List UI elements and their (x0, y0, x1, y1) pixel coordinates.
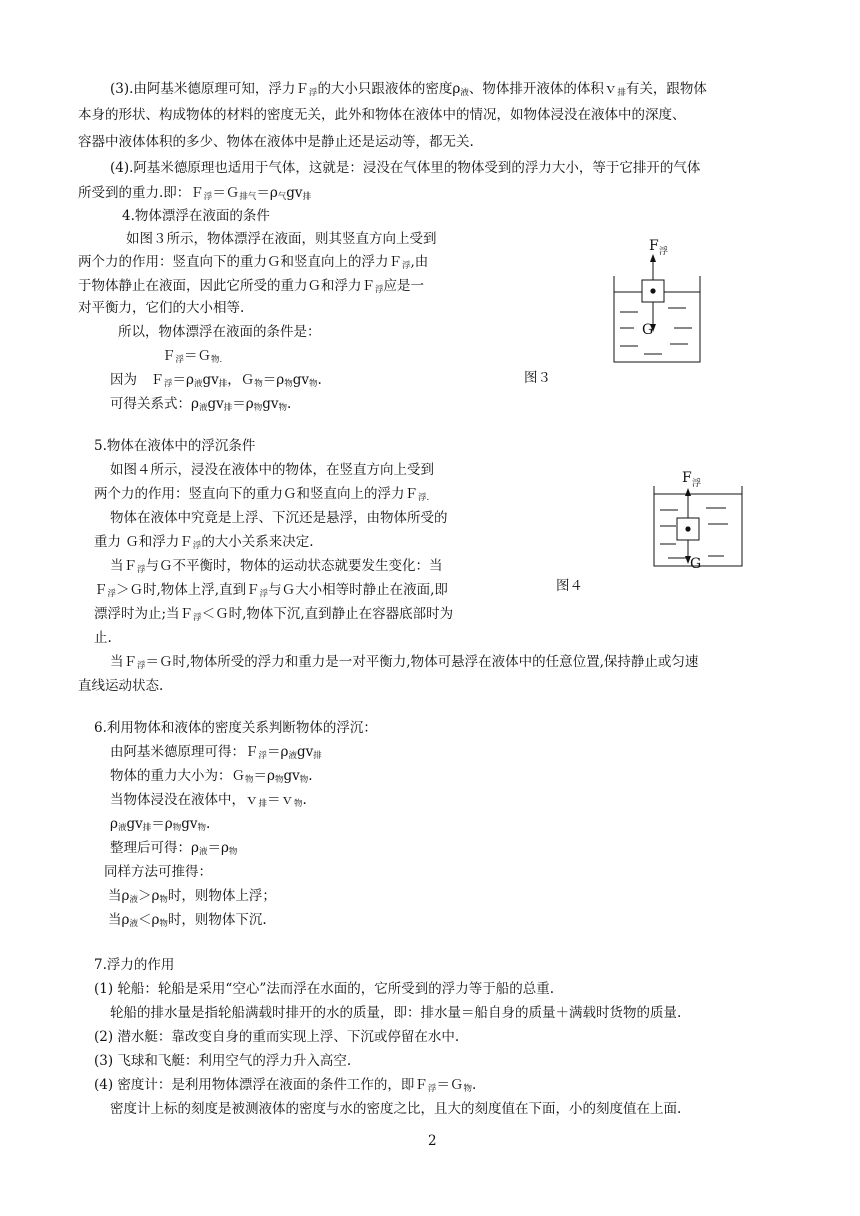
subscript: 排 (218, 379, 228, 389)
subscript: 物 (197, 823, 206, 833)
text-line (94, 484, 429, 508)
text-run: . (206, 816, 211, 832)
subscript: 液 (288, 751, 297, 761)
text-run: gv (286, 185, 303, 201)
subscript: 排 (142, 823, 152, 833)
subscript: 物 (159, 919, 168, 929)
figure-3-force-up-sub: 浮 (659, 247, 669, 257)
subscript: 物 (245, 775, 254, 785)
subscript: 浮 (193, 613, 202, 623)
text-run: ＝ρ (207, 840, 229, 856)
subscript: 物. (211, 355, 223, 365)
subscript: 物 (274, 775, 284, 785)
text-run: gv (202, 372, 219, 388)
figure-4-force-up-label: F (682, 470, 692, 486)
text-run: 的大小关系来决定. (201, 534, 314, 550)
figure-4-caption: 图４ (556, 578, 583, 594)
formula-line (110, 394, 291, 418)
formula-line (110, 790, 307, 814)
text-line (110, 460, 434, 480)
subscript: 浮 (375, 285, 384, 295)
figure-3-force-up-label: F (649, 238, 659, 254)
figure-3-force-down-label: G (642, 322, 654, 338)
formula-line (108, 886, 276, 910)
text-run: 如图３所示，物体漂浮在液面，则其竖直方向上受到 (126, 231, 437, 247)
subscript: 浮 (137, 661, 146, 671)
section-heading (94, 718, 377, 738)
subscript: 浮 (259, 589, 269, 599)
text-run: ＝ｖ (267, 792, 295, 808)
text-line (126, 229, 437, 249)
subscript: 液 (129, 919, 138, 929)
text-run: 的大小只跟液体的密度ρ (317, 81, 461, 97)
text-run: gv (181, 816, 198, 832)
text-run: ＝ρ (256, 185, 278, 201)
subscript: 物 (299, 775, 309, 785)
text-run: 两个力的作用：竖直向下的重力Ｇ和竖直向上的浮力Ｆ (94, 486, 418, 502)
figure-3-caption: 图３ (524, 370, 551, 386)
subscript: 物 (228, 847, 238, 857)
subscript: 浮 (203, 192, 213, 202)
subscript: 物 (254, 379, 263, 389)
text-run: ＝Ｇ (212, 185, 240, 201)
subscript: 排 (302, 192, 312, 202)
subscript: 浮 (192, 541, 202, 551)
text-run: 所以，物体漂浮在液面的条件是： (118, 324, 321, 340)
text-run: 当ρ (108, 888, 130, 904)
text-line (78, 252, 428, 276)
subscript: 液 (117, 823, 127, 833)
page-number: 2 (428, 1133, 437, 1149)
text-line (94, 1027, 459, 1047)
text-run: (3) 飞球和飞艇：利用空气的浮力升入高空. (94, 1053, 352, 1069)
text-run: 时，则物体上浮； (167, 888, 276, 904)
text-line (110, 79, 707, 103)
text-run: (1) 轮船：轮船是采用“空心”法而浮在水面的，它所受到的浮力等于船的总重. (94, 981, 555, 997)
text-run: 本身的形状、构成物体的材料的密度无关，此外和物体在液体中的情况，如物体浸没在液体中的深度、 (78, 107, 686, 123)
subscript: 排气 (239, 192, 257, 202)
text-run: gv (292, 372, 310, 388)
formula-line (110, 742, 322, 766)
subscript: 浮 (308, 88, 318, 98)
text-run: ,由 (410, 254, 429, 270)
subscript: 排 (313, 751, 322, 761)
subscript: 液 (193, 379, 203, 389)
text-run: 整理后可得：ρ (110, 840, 199, 856)
text-run: 可得关系式：ρ (110, 396, 199, 412)
text-run: ＝Ｇ (436, 1077, 464, 1093)
text-run: (4) 密度计：是利用物体漂浮在液面的条件工作的，即Ｆ (94, 1077, 428, 1093)
text-line (110, 1099, 681, 1119)
subscript: 物 (294, 799, 303, 809)
subscript: 浮 (137, 565, 146, 575)
text-line (94, 628, 112, 648)
subscript: 物 (463, 1084, 472, 1094)
figure-4-force-down-label: G (690, 556, 702, 572)
text-run: 因为 Ｆ (110, 372, 164, 388)
text-run: 所受到的重力.即：Ｆ (78, 185, 204, 201)
text-run: ＝ρ (151, 816, 173, 832)
text-run: ρ (110, 816, 118, 832)
figure-4-suspended-diagram (646, 464, 746, 576)
text-line (110, 556, 443, 580)
text-line (94, 1075, 476, 1099)
text-run: 与Ｇ不平衡时，物体的运动状态就要发生变化：当 (145, 558, 443, 574)
subscript: 物 (284, 379, 293, 389)
text-line (110, 1003, 681, 1023)
text-run: (2) 潜水艇：靠改变自身的重而实现上浮、下沉或停留在水中. (94, 1029, 460, 1045)
subscript: 浮 (402, 261, 411, 271)
text-run: gv (207, 396, 224, 412)
text-run: 应是一 (383, 278, 425, 294)
subscript: 液 (198, 847, 208, 857)
text-run: 漂浮时为止;当Ｆ (94, 606, 194, 622)
text-run: 由阿基米德原理可得：Ｆ (110, 744, 259, 760)
text-line (118, 322, 321, 342)
text-line (94, 580, 448, 604)
text-run: . (302, 792, 307, 808)
text-run: . (308, 768, 313, 784)
formula-line (110, 814, 210, 838)
text-run: 4.物体漂浮在液面的条件 (122, 208, 270, 224)
text-run: 5.物体在液体中的浮沉条件 (94, 438, 256, 454)
subscript: 物 (278, 403, 287, 413)
text-run: ＝ρ (262, 372, 285, 388)
text-line (78, 105, 686, 125)
subscript: 物 (159, 895, 168, 905)
text-run: 6.利用物体和液体的密度关系判断物体的浮沉： (94, 720, 377, 736)
text-run: ＞ρ (137, 888, 160, 904)
subscript: 液 (129, 895, 138, 905)
text-run: 如图４所示，浸没在液体中的物体，在竖直方向上受到 (110, 462, 434, 478)
text-run: 当Ｆ (110, 654, 137, 670)
text-run: (3).由阿基米德原理可知，浮力Ｆ (110, 81, 309, 97)
formula-line (110, 838, 237, 862)
text-run: 时，则物体下沉. (167, 912, 267, 928)
text-run: 密度计上标的刻度是被测液体的密度与水的密度之比，且大的刻度值在下面，小的刻度值在上面. (110, 1101, 682, 1117)
text-line (94, 979, 554, 999)
text-run: ＝ρ (253, 768, 275, 784)
subscript: 浮 (164, 379, 173, 389)
subscript: 浮 (107, 589, 117, 599)
text-run: 当物体浸没在液体中，ｖ (110, 792, 259, 808)
text-run: 当ρ (108, 912, 130, 928)
text-run: 有关，跟物体 (625, 81, 707, 97)
text-run: ＞Ｇ时,物体上浮,直到Ｆ (116, 582, 260, 598)
text-run: gv (262, 396, 279, 412)
text-run: . (471, 1077, 477, 1093)
text-line (104, 862, 212, 882)
text-run: ＜Ｇ时,物体下沉,直到静止在容器底部时为 (201, 606, 454, 622)
text-run: ＝ρ (267, 744, 289, 760)
text-run: ＜ρ (137, 912, 160, 928)
subscript: 排 (223, 403, 233, 413)
text-run: 两个力的作用：竖直向下的重力Ｇ和竖直向上的浮力Ｆ (78, 254, 402, 270)
text-run: 当Ｆ (110, 558, 137, 574)
text-run: 于物体静止在液面，因此它所受的重力Ｇ和浮力Ｆ (78, 278, 375, 294)
text-run: gv (126, 816, 143, 832)
text-line (78, 183, 311, 207)
text-run: ＝ρ (172, 372, 194, 388)
text-line (78, 676, 163, 696)
section-heading (122, 206, 270, 226)
subscript: 物 (253, 403, 263, 413)
text-run: 7.浮力的作用 (94, 957, 175, 973)
text-line (110, 652, 698, 676)
text-run: ＝Ｇ时,物体所受的浮力和重力是一对平衡力,物体可悬浮在液体中的任意位置,保持静止或匀速 (145, 654, 699, 670)
figure-4-force-up-sub: 浮 (692, 479, 702, 489)
text-line (78, 132, 474, 152)
text-line (94, 604, 453, 628)
figure-3-floating-diagram (604, 232, 704, 372)
text-run: 容器中液体体积的多少、物体在液体中是静止还是运动等，都无关. (78, 134, 474, 150)
subscript: 液 (198, 403, 208, 413)
text-line (78, 298, 244, 318)
section-heading (94, 955, 174, 975)
subscript: 排 (617, 88, 626, 98)
text-run: 对平衡力，它们的大小相等. (78, 300, 245, 316)
subscript: 浮. (418, 493, 430, 503)
text-run: gv (283, 768, 300, 784)
text-run: ，Ｇ (227, 372, 255, 388)
text-run: 、物体排开液体的体积ｖ (468, 81, 618, 97)
text-run: Ｆ (94, 582, 108, 598)
text-run: (4).阿基米德原理也适用于气体，这就是：浸没在气体里的物体受到的浮力大小，等于它排开的气体 (110, 160, 701, 176)
text-run: 同样方法可推得： (104, 864, 212, 880)
text-run: 物体的重力大小为：Ｇ (110, 768, 245, 784)
formula-line (110, 370, 322, 394)
text-run: 与Ｇ大小相等时静止在液面,即 (268, 582, 448, 598)
text-run: 止. (94, 630, 112, 646)
text-run: 重力 Ｇ和浮力Ｆ (94, 534, 193, 550)
text-line (110, 508, 448, 528)
text-line (94, 1051, 351, 1071)
subscript: 物 (309, 379, 318, 389)
subscript: 物 (172, 823, 182, 833)
section-heading (94, 436, 255, 456)
subscript: 气 (277, 192, 287, 202)
text-line (78, 276, 424, 300)
text-run: gv (296, 744, 314, 760)
text-run: 直线运动状态. (78, 678, 164, 694)
text-run: ＝Ｇ (184, 348, 212, 364)
formula-line (162, 346, 222, 370)
subscript: 液 (460, 88, 469, 98)
text-run: . (287, 396, 292, 412)
formula-line (108, 910, 267, 934)
subscript: 浮 (427, 1084, 437, 1094)
text-run: Ｆ (162, 348, 176, 364)
text-line (94, 532, 314, 556)
text-run: ＝ρ (232, 396, 254, 412)
text-line (110, 158, 700, 178)
subscript: 浮 (175, 355, 185, 365)
subscript: 排 (258, 799, 268, 809)
text-run: 物体在液体中究竟是上浮、下沉还是悬浮，由物体所受的 (110, 510, 448, 526)
text-run: . (317, 372, 322, 388)
formula-line (110, 766, 313, 790)
subscript: 浮 (258, 751, 268, 761)
text-run: 轮船的排水量是指轮船满载时排开的水的质量，即：排水量＝船自身的质量＋满载时货物的质量. (110, 1005, 682, 1021)
